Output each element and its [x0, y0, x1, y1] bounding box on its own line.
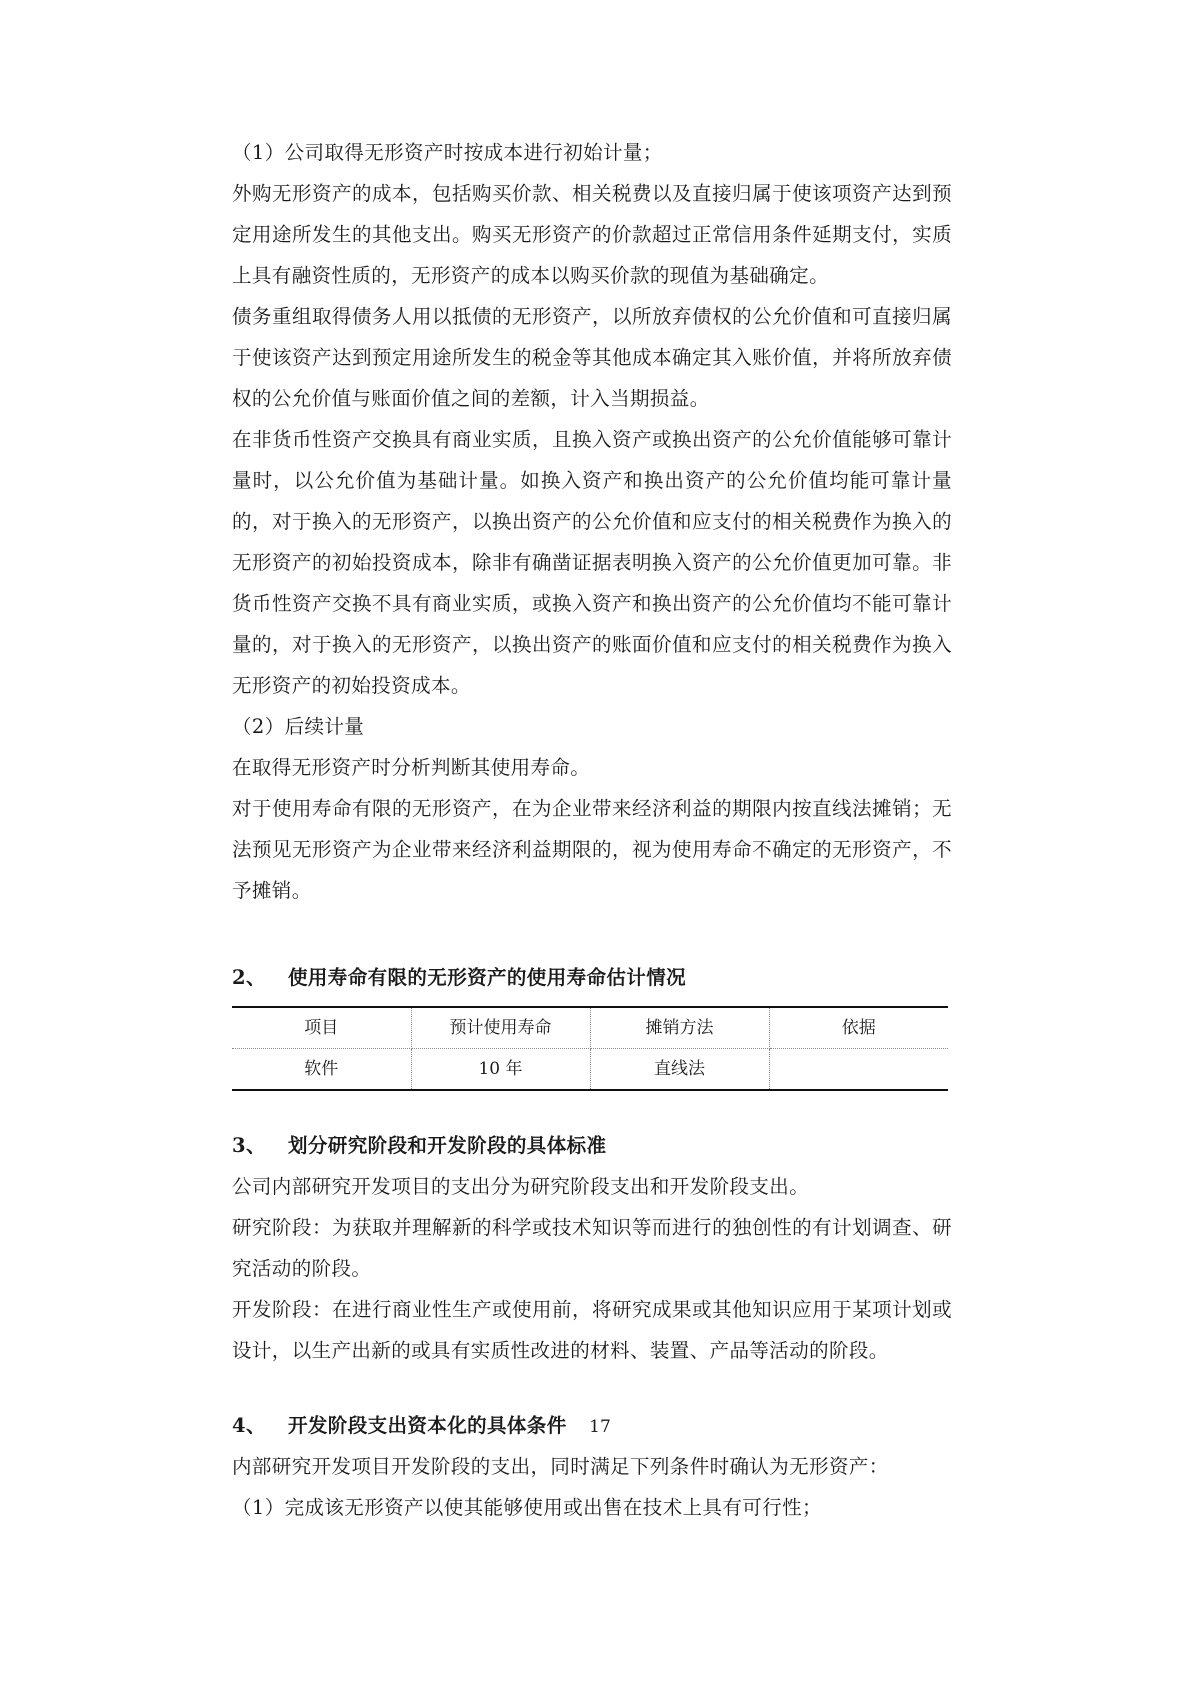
- section-title-3: 划分研究阶段和开发阶段的具体标准: [288, 1134, 607, 1157]
- paragraph-debt-restructuring: 债务重组取得债务人用以抵债的无形资产，以所放弃债权的公允价值和可直接归属于使该资产达到预定用途所发生的税金等其他成本确定其入账价值，并将所放弃债权的公允价值与账面价值之间的差额，计入当期损益。: [232, 305, 952, 410]
- table-header-row: [232, 1007, 948, 1049]
- paragraph-nonmonetary-exchange: 在非货币性资产交换具有商业实质，且换入资产或换出资产的公允价值能够可靠计量时，以公允价值为基础计量。如换入资产和换出资产的公允价值均能可靠计量的，对于换入的无形资产，以换出资产的公允价值和应支付的相关税费作为换入的无形资产的初始投资成本，除非有确凿证据表明换入资产的公允价值更加可靠。非货币性资产交换不具有商业实质，或换入资产和换出资产的公允价值均不能可靠计量的，对于换入的无形资产，以换出资产的账面价值和应支付的相关税费作为换入无形资产的初始投资成本。: [232, 428, 952, 697]
- table-header-expected-life: 预计使用寿命: [411, 1007, 590, 1049]
- table-cell-expected-life: 10 年: [411, 1049, 590, 1091]
- spacer: [232, 1091, 952, 1125]
- section-number-3: 3、: [232, 1134, 266, 1157]
- section-number-2: 2、: [232, 966, 266, 989]
- paragraph-useful-life-analysis: 在取得无形资产时分析判断其使用寿命。: [232, 756, 591, 779]
- page-content: [232, 132, 952, 1528]
- spacer: [232, 911, 952, 957]
- paragraph-development-phase-definition: 开发阶段：在进行商业性生产或使用前，将研究成果或其他知识应用于某项计划或设计，以生产出新的或具有实质性改进的材料、装置、产品等活动的阶段。: [232, 1298, 952, 1362]
- section-title-4: 开发阶段支出资本化的具体条件: [288, 1414, 567, 1437]
- section-heading-2: [232, 957, 952, 998]
- table-cell-item: 软件: [232, 1049, 411, 1091]
- paragraph-rd-expenditure-split: 公司内部研究开发项目的支出分为研究阶段支出和开发阶段支出。: [232, 1175, 810, 1198]
- paragraph-capitalization-conditions-intro: 内部研究开发项目开发阶段的支出，同时满足下列条件时确认为无形资产：: [232, 1455, 889, 1478]
- table-cell-amortization-method: 直线法: [590, 1049, 769, 1091]
- table-header-basis: 依据: [769, 1007, 948, 1049]
- spacer: [232, 1371, 952, 1405]
- paragraph-amortization-policy: 对于使用寿命有限的无形资产，在为企业带来经济利益的期限内按直线法摊销；无法预见无形资产为企业带来经济利益期限的，视为使用寿命不确定的无形资产，不予摊销。: [232, 797, 952, 902]
- paragraph-purchased-intangible-cost: 外购无形资产的成本，包括购买价款、相关税费以及直接归属于使该项资产达到预定用途所发生的其他支出。购买无形资产的价款超过正常信用条件延期支付，实质上具有融资性质的，无形资产的成本以购买价款的现值为基础确定。: [232, 182, 952, 287]
- paragraph-research-phase-definition: 研究阶段：为获取并理解新的科学或技术知识等而进行的独创性的有计划调查、研究活动的阶段。: [232, 1216, 952, 1280]
- useful-life-table: [232, 1006, 948, 1091]
- section-number-4: 4、: [232, 1414, 266, 1437]
- table-row: [232, 1049, 948, 1091]
- paragraph-capitalization-condition-1: （1）完成该无形资产以使其能够使用或出售在技术上具有可行性；: [232, 1496, 822, 1519]
- paragraph-initial-measurement-intro: （1）公司取得无形资产时按成本进行初始计量；: [232, 141, 663, 164]
- paragraph-subsequent-measurement-title: （2）后续计量: [232, 715, 365, 738]
- table-header-amortization-method: 摊销方法: [590, 1007, 769, 1049]
- table-header-item: 项目: [232, 1007, 411, 1049]
- section-heading-3: [232, 1125, 952, 1166]
- section-title-2: 使用寿命有限的无形资产的使用寿命估计情况: [288, 966, 687, 989]
- page-number: 17: [589, 1417, 611, 1437]
- table-cell-basis: [769, 1049, 948, 1091]
